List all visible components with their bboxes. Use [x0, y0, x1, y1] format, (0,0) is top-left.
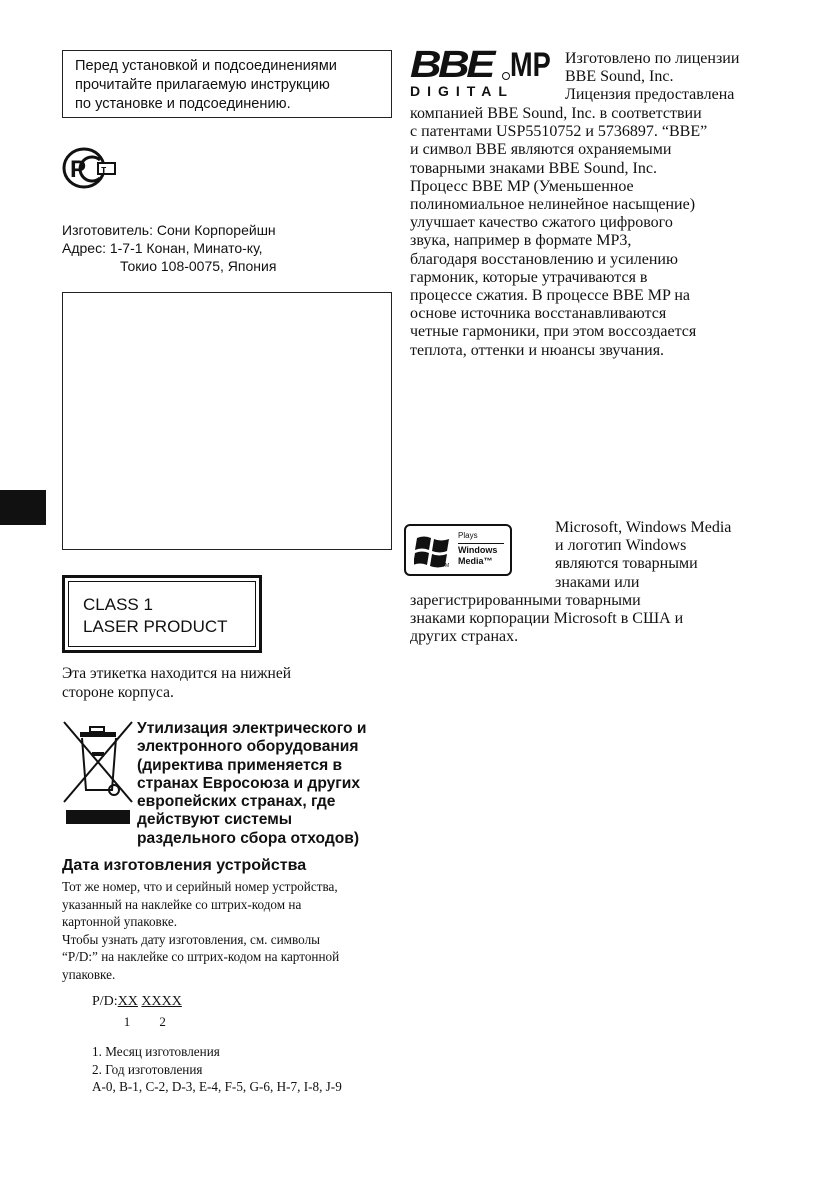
- text-line: европейских странах, где: [137, 793, 336, 811]
- installation-notice-box: [62, 50, 392, 118]
- text-line: улучшает качество сжатого цифрового: [410, 214, 673, 232]
- empty-frame: [62, 292, 392, 550]
- text-line: действуют системы: [137, 811, 293, 829]
- text-line: являются товарными: [555, 555, 698, 573]
- text-line: других странах.: [410, 628, 519, 646]
- text-line: “P/D:” на наклейке со штрих-кодом на картонной: [62, 949, 340, 964]
- text-line: и логотип Windows: [555, 537, 687, 555]
- text-line: 2. Год изготовления: [92, 1061, 203, 1077]
- svg-text:т: т: [101, 164, 107, 176]
- text-line: товарными знаками BBE Sound, Inc.: [410, 159, 657, 177]
- text-line: Утилизация электрического и: [137, 720, 367, 737]
- text-line: теплота, оттенки и нюансы звучания.: [410, 341, 665, 359]
- manufacture-date-body: [62, 878, 339, 983]
- text-line: основе источника восстанавливаются: [410, 305, 667, 323]
- text-line: картонной упаковке.: [62, 914, 178, 929]
- notice-line: по установке и подсоединению.: [75, 96, 291, 112]
- pd-year: [141, 994, 182, 1029]
- logo-windows: Windows: [458, 545, 498, 555]
- text-line: гармоник, которые утрачиваются в: [410, 268, 648, 286]
- text-line: указанный на наклейке со штрих-кодом на: [62, 896, 302, 912]
- text-line: Изготовлено по лицензии: [565, 50, 740, 67]
- bbe-logo-mp: MP: [510, 46, 551, 84]
- section-tab-marker: [0, 490, 46, 525]
- manufacturer-info: [62, 221, 276, 275]
- text-line: Тот же номер, что и серийный номер устройства,: [62, 879, 338, 894]
- text-line: Процесс BBE MP (Уменьшенное: [410, 177, 634, 195]
- svg-text:P: P: [70, 156, 87, 183]
- pd-month-code: XX: [117, 994, 138, 1009]
- bbe-logo-digital: DIGITAL: [410, 83, 514, 99]
- pd-marker-1: 1: [123, 1014, 131, 1029]
- text-line: четные гармоники, при этом воссоздается: [410, 323, 697, 341]
- label-location-text: [62, 664, 291, 702]
- text-line: с патентами USP5510752 и 5736897. “BBE”: [410, 123, 708, 141]
- bbe-license-text-top: [565, 50, 739, 105]
- text-line: (директива применяется в: [137, 756, 343, 774]
- text-line: зарегистрированными товарными: [410, 592, 641, 609]
- text-line: электронного оборудования: [137, 738, 359, 756]
- text-line: знаками или: [555, 573, 640, 591]
- text-line: Чтобы узнать дату изготовления, см. символы: [62, 931, 321, 947]
- logo-media: Media™: [458, 556, 493, 566]
- text-line: Эта этикетка находится на нижней: [62, 665, 292, 682]
- text-line: упаковке.: [62, 966, 116, 982]
- text-line: процессе сжатия. В процессе BBE MP на: [410, 287, 690, 305]
- laser-class-label: [62, 575, 262, 653]
- text-line: благодаря восстановлению и усилению: [410, 250, 678, 268]
- rst-certification-logo: [62, 146, 122, 190]
- logo-plays: Plays: [458, 531, 478, 540]
- laser-class: CLASS 1: [83, 595, 153, 614]
- text-line: Лицензия предоставлена: [565, 86, 735, 104]
- pd-prefix: P/D:: [92, 994, 118, 1009]
- manufacture-date-heading: Дата изготовления устройства: [62, 857, 307, 874]
- laser-product: LASER PRODUCT: [83, 617, 228, 636]
- text-line: стороне корпуса.: [62, 684, 174, 701]
- text-line: BBE Sound, Inc.: [565, 68, 674, 86]
- text-line: странах Евросоюза и других: [137, 774, 361, 792]
- text-line: и символ BBE являются охраняемыми: [410, 141, 672, 159]
- text-line: раздельного сбора отходов): [137, 829, 360, 847]
- weee-disposal-text: [137, 720, 366, 848]
- text-line: компанией BBE Sound, Inc. в соответствии: [410, 105, 702, 122]
- notice-line: Перед установкой и подсоединениями: [75, 58, 337, 74]
- text-line: звука, например в формате MP3,: [410, 232, 632, 250]
- manufacturer-address: Адрес: 1-7-1 Конан, Минато-ку,: [62, 240, 263, 256]
- crossed-out-bin-icon: [62, 718, 134, 828]
- text-line: A-0, B-1, C-2, D-3, E-4, F-5, G-6, H-7, I-8, J-9: [92, 1079, 342, 1094]
- windows-media-trademark: [410, 592, 683, 647]
- pd-legend: [92, 1043, 342, 1096]
- logo-tm: TM: [442, 563, 450, 569]
- text-line: Microsoft, Windows Media: [555, 519, 732, 536]
- text-line: знаками корпорации Microsoft в США и: [410, 610, 684, 628]
- bbe-mp-digital-logo: [410, 44, 560, 100]
- bbe-license-text: [410, 105, 707, 360]
- manufacturer-address-city: Токио 108-0075, Япония: [120, 258, 277, 274]
- windows-media-trademark-top: [555, 519, 731, 592]
- pd-month: [117, 994, 138, 1029]
- pd-code-diagram: [92, 994, 182, 1029]
- manufacturer-name: Изготовитель: Сони Корпорейшн: [62, 222, 276, 238]
- bbe-logo-text: BBE: [410, 44, 492, 86]
- notice-line: прочитайте прилагаемую инструкцию: [75, 77, 330, 93]
- text-line: 1. Месяц изготовления: [92, 1044, 220, 1059]
- pd-year-code: XXXX: [141, 994, 182, 1009]
- plays-windows-media-logo: [404, 524, 512, 576]
- text-line: полиномиальное нелинейное насыщение): [410, 196, 696, 214]
- pd-marker-2: 2: [159, 1014, 166, 1029]
